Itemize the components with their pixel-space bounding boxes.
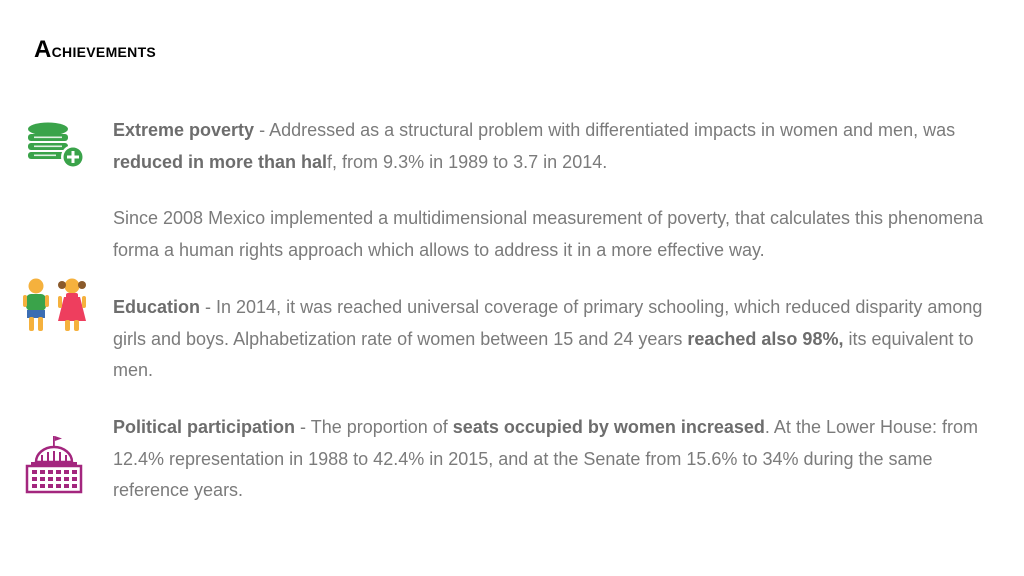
poverty-text-1: - Addressed as a structural problem with differentiated impacts in women and men, was	[254, 120, 956, 140]
education-highlight: reached also 98%,	[687, 328, 844, 349]
political-paragraph	[113, 412, 993, 507]
money-stack-icon	[24, 121, 88, 171]
education-paragraph	[113, 292, 993, 387]
education-text-2: its equivalent to men.	[113, 328, 974, 380]
measurement-paragraph: Since 2008 Mexico implemented a multidimensional measurement of poverty, that calculates this phenomena forma a human rights approach which allows to address it in a more effective way.	[113, 208, 984, 260]
capitol-building-icon	[24, 435, 84, 497]
title-rest: chievements	[51, 40, 157, 62]
poverty-text-2: f, from 9.3% in 1989 to 3.7 in 2014.	[327, 151, 608, 172]
political-heading: Political participation	[113, 417, 296, 437]
title-initial: A	[34, 36, 52, 63]
education-text-1: - In 2014, it was reached universal coverage of primary schooling, which reduced disparity among girls and boys. Alphabetization rate of women between 15 and 24 years	[113, 297, 983, 349]
poverty-paragraph	[113, 115, 993, 178]
political-highlight: seats occupied by women increased	[452, 417, 765, 437]
children-icon	[20, 277, 92, 335]
poverty-heading: Extreme poverty	[113, 120, 255, 140]
education-heading: Education	[113, 297, 201, 317]
page-title	[34, 36, 156, 64]
political-text-2: . At the Lower House: from 12.4% representation in 1988 to 42.4% in 2015, and at the Senate from 15.6% to 34% during the same reference years.	[113, 417, 979, 500]
poverty-highlight: reduced in more than hal	[113, 151, 328, 172]
political-text-1: - The proportion of	[295, 417, 453, 437]
